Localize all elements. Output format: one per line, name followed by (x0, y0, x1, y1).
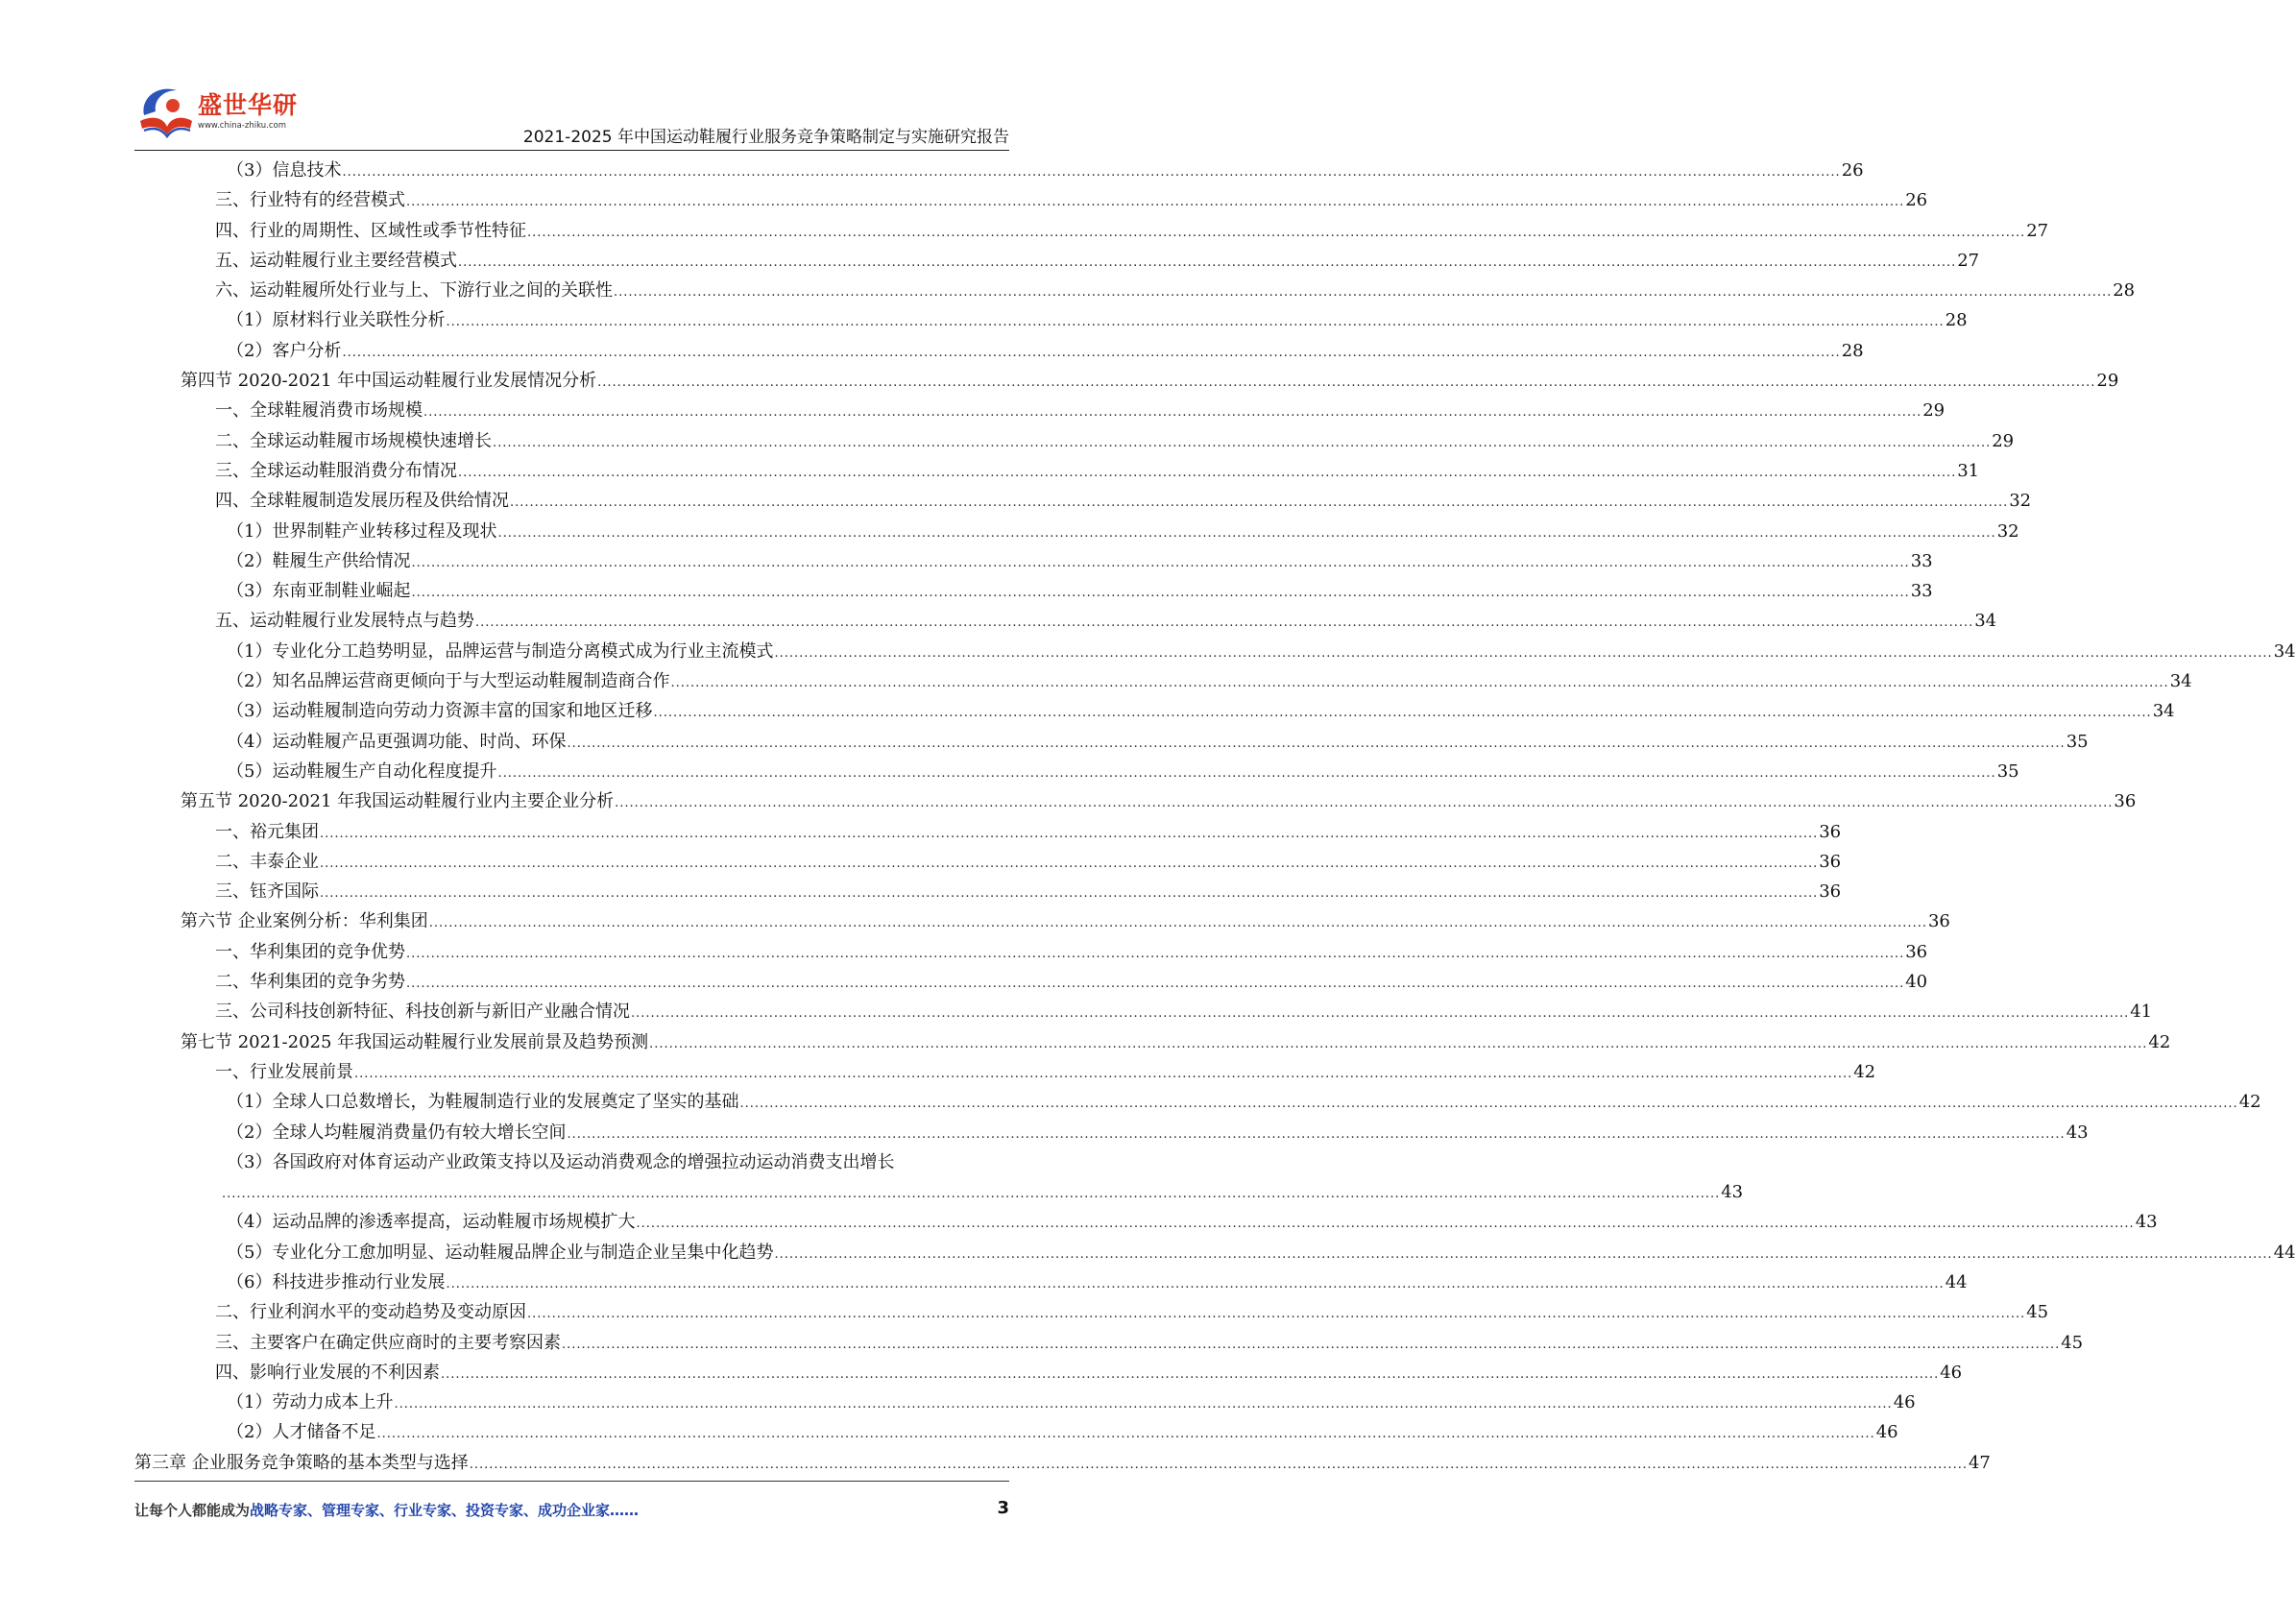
toc-page-number: 46 (1875, 1422, 1898, 1443)
toc-page-number: 31 (1957, 460, 1980, 481)
toc-entry[interactable] (134, 786, 2137, 816)
toc-entry-title: （4）运动鞋履产品更强调功能、时尚、环保 (227, 731, 567, 752)
toc-leader-dots (562, 1330, 2060, 1360)
toc-entry[interactable] (134, 396, 1946, 425)
toc-leader-dots (342, 157, 1840, 187)
company-logo (134, 83, 307, 144)
toc-entry-title: 六、运动鞋履所处行业与上、下游行业之间的关联性 (215, 280, 613, 302)
toc-entry-title: 三、全球运动鞋服消费分布情况 (215, 460, 457, 481)
toc-entry[interactable] (134, 906, 1950, 936)
toc-entry-title: （5）运动鞋履生产自动化程度提升 (227, 760, 497, 782)
toc-entry-title: 四、全球鞋履制造发展历程及供给情况 (215, 491, 509, 512)
toc-page-number: 29 (1992, 430, 2015, 451)
toc-page-number: 33 (1910, 550, 1933, 571)
toc-leader-dots (320, 819, 1818, 849)
toc-entry-title: 第六节 企业案例分析：华利集团 (181, 911, 428, 932)
toc-page-number: 45 (2026, 1302, 2049, 1323)
toc-entry-title: 一、裕元集团 (215, 821, 319, 842)
toc-leader-dots (475, 608, 1973, 638)
toc-entry[interactable] (134, 456, 1980, 486)
toc-entry-title: 五、运动鞋履行业主要经营模式 (215, 250, 457, 271)
toc-page-number: 34 (2152, 701, 2175, 722)
toc-entry[interactable] (134, 185, 1928, 215)
toc-leader-dots (510, 488, 2008, 518)
toc-entry[interactable] (134, 276, 2136, 305)
toc-page-number: 42 (2148, 1031, 2171, 1052)
toc-page-number: 29 (1922, 400, 1946, 422)
toc-page-number: 34 (1974, 611, 1997, 632)
toc-entry[interactable] (134, 817, 1842, 847)
toc-entry[interactable] (134, 847, 1842, 877)
header-divider (134, 150, 1009, 151)
toc-entry-title: 一、行业发展前景 (215, 1061, 353, 1082)
toc-page-number: 34 (2169, 671, 2192, 692)
toc-page-number: 36 (1819, 881, 1842, 903)
toc-leader-dots (406, 969, 1904, 999)
toc-entry-title: 三、行业特有的经营模式 (215, 190, 405, 211)
toc-entry[interactable] (134, 305, 1968, 335)
footer-divider (134, 1481, 1009, 1482)
toc-page-number: 27 (2026, 220, 2049, 241)
toc-entry-title: 二、行业利润水平的变动趋势及变动原因 (215, 1302, 526, 1323)
toc-leader-dots (670, 668, 2168, 698)
toc-leader-dots (493, 428, 1991, 458)
slogan-highlight: 战略专家、管理专家、行业专家、投资专家、成功企业家…… (250, 1502, 640, 1519)
toc-entry[interactable] (134, 1118, 2089, 1147)
toc-page-number: 42 (2238, 1092, 2261, 1113)
toc-page-number: 46 (1893, 1392, 1916, 1413)
toc-leader-dots (649, 1029, 2147, 1059)
toc-entry-title: （5）专业化分工愈加明显、运动鞋履品牌企业与制造企业呈集中化趋势 (227, 1242, 774, 1263)
toc-entry-title: 四、行业的周期性、区域性或季节性特征 (215, 220, 526, 241)
toc-leader-dots (423, 398, 1921, 427)
toc-entry-title: （4）运动品牌的渗透率提高，运动鞋履市场规模扩大 (227, 1212, 636, 1233)
toc-entry-title: （2）全球人均鞋履消费量仍有较大增长空间 (227, 1122, 567, 1143)
toc-entry[interactable] (134, 1328, 2084, 1358)
toc-leader-dots (320, 879, 1818, 908)
toc-page-number: 43 (2066, 1122, 2089, 1143)
toc-leader-dots (446, 1269, 1944, 1299)
toc-entry-title: （2）知名品牌运营商更倾向于与大型运动鞋履制造商合作 (227, 671, 670, 692)
toc-entry[interactable] (134, 1267, 1968, 1297)
toc-leader-dots (446, 307, 1944, 337)
toc-entry[interactable] (134, 216, 2049, 246)
toc-page-number: 43 (1721, 1182, 1744, 1203)
toc-leader-dots (411, 578, 1909, 608)
toc-leader-dots (441, 1360, 1939, 1389)
toc-leader-dots (636, 1209, 2134, 1239)
toc-entry-title: （1）劳动力成本上升 (227, 1392, 394, 1413)
toc-leader-dots (615, 788, 2113, 818)
toc-entry-title: 三、钰齐国际 (215, 881, 319, 903)
toc-entry[interactable] (134, 1027, 2171, 1057)
toc-leader-dots (406, 939, 1904, 969)
toc-entry[interactable] (134, 1358, 1963, 1388)
toc-page-number: 36 (2114, 791, 2137, 812)
toc-page-number: 41 (2130, 1002, 2153, 1023)
toc-page-number: 33 (1910, 581, 1933, 602)
toc-entry-title: 五、运动鞋履行业发展特点与趋势 (215, 611, 474, 632)
toc-page-number: 46 (1940, 1362, 1963, 1383)
toc-entry-title: 二、全球运动鞋履市场规模快速增长 (215, 430, 492, 451)
toc-entry-title: （2）人才储备不足 (227, 1422, 376, 1443)
toc-leader-dots (774, 1240, 2272, 1269)
toc-page-number: 43 (2135, 1212, 2158, 1233)
toc-leader-dots (527, 218, 2025, 248)
toc-entry[interactable] (134, 727, 2089, 757)
toc-entry-title: （1）专业化分工趋势明显，品牌运营与制造分离模式成为行业主流模式 (227, 640, 774, 662)
toc-entry-title: 第三章 企业服务竞争策略的基本类型与选择 (134, 1452, 469, 1473)
toc-entry[interactable] (134, 336, 1864, 366)
logo-name: 盛世华研 (198, 91, 299, 119)
toc-page-number: 32 (2009, 491, 2032, 512)
toc-page-number: 35 (2066, 731, 2089, 752)
toc-leader-dots (406, 187, 1904, 217)
toc-page-number: 36 (1819, 821, 1842, 842)
toc-leader-dots (614, 278, 2112, 307)
toc-leader-dots (222, 1179, 1720, 1209)
toc-leader-dots (354, 1059, 1852, 1089)
toc-leader-dots (567, 1120, 2065, 1149)
toc-entry[interactable] (134, 666, 2192, 696)
slogan-lead: 让每个人都能成为 (134, 1502, 251, 1519)
logo-url: www.china-zhiku.com (198, 121, 286, 131)
toc-leader-dots (429, 908, 1927, 938)
toc-page-number: 34 (2273, 640, 2296, 662)
toc-entry-title: 第五节 2020-2021 年我国运动鞋履行业内主要企业分析 (181, 791, 615, 812)
toc-entry[interactable] (134, 1297, 2049, 1327)
toc-entry-title: （3）东南亚制鞋业崛起 (227, 581, 411, 602)
toc-entry[interactable] (134, 877, 1842, 906)
toc-page-number: 28 (1945, 310, 1968, 331)
toc-entry-title: 三、公司科技创新特征、科技创新与新旧产业融合情况 (215, 1002, 630, 1023)
toc-entry-title: （2）客户分析 (227, 340, 342, 361)
toc-page-number: 47 (1968, 1452, 1991, 1473)
toc-entry-title: 一、华利集团的竞争优势 (215, 941, 405, 962)
toc-leader-dots (631, 999, 2129, 1028)
toc-page-number: 26 (1841, 160, 1864, 181)
table-of-contents (134, 156, 2296, 1478)
toc-entry[interactable] (134, 1417, 1898, 1447)
toc-leader-dots (394, 1389, 1892, 1419)
toc-entry[interactable] (134, 696, 2175, 726)
toc-leader-dots (739, 1089, 2237, 1119)
toc-page-number: 40 (1905, 972, 1928, 993)
toc-entry[interactable] (134, 937, 1928, 967)
toc-page-number: 27 (1957, 250, 1980, 271)
toc-entry[interactable] (134, 366, 2119, 396)
toc-entry[interactable]: （3）各国政府对体育运动产业政策支持以及运动消费观念的增强拉动运动消费支出增长 (227, 1151, 895, 1172)
toc-page-number: 29 (2096, 371, 2119, 392)
toc-entry[interactable] (134, 246, 1980, 276)
toc-entry-title: 三、主要客户在确定供应商时的主要考察因素 (215, 1332, 561, 1353)
toc-entry[interactable] (134, 546, 1933, 576)
toc-leader-dots (497, 519, 1995, 548)
toc-entry[interactable] (134, 1207, 2158, 1237)
toc-page-number: 42 (1853, 1061, 1876, 1082)
toc-entry-title: 第七节 2021-2025 年我国运动鞋履行业发展前景及趋势预测 (181, 1031, 649, 1052)
toc-page-number: 44 (1945, 1271, 1968, 1292)
toc-entry[interactable] (134, 426, 2015, 456)
document-title: 2021-2025 年中国运动鞋履行业服务竞争策略制定与实施研究报告 (522, 128, 1009, 147)
toc-leader-dots (653, 698, 2151, 728)
toc-entry[interactable] (134, 1388, 1916, 1417)
toc-entry-title: 一、全球鞋履消费市场规模 (215, 400, 423, 422)
toc-entry-title: （3）信息技术 (227, 160, 342, 181)
toc-page-number: 36 (1927, 911, 1950, 932)
toc-leader-dots (567, 729, 2065, 759)
toc-entry[interactable] (134, 517, 2019, 546)
toc-entry[interactable] (134, 967, 1928, 997)
toc-leader-dots (320, 849, 1818, 879)
toc-entry-title: 四、影响行业发展的不利因素 (215, 1362, 440, 1383)
toc-page-number: 45 (2061, 1332, 2084, 1353)
toc-leader-dots (342, 338, 1840, 368)
toc-leader-dots (597, 368, 2095, 398)
toc-entry[interactable] (134, 576, 1933, 606)
toc-leader-dots (527, 1299, 2025, 1329)
toc-entry[interactable] (134, 1448, 1991, 1478)
toc-entry-title: 二、华利集团的竞争劣势 (215, 972, 405, 993)
toc-entry[interactable] (134, 606, 1997, 636)
toc-entry[interactable] (134, 637, 2296, 666)
toc-leader-dots (470, 1450, 1968, 1480)
toc-entry-title: （3）运动鞋履制造向劳动力资源丰富的国家和地区迁移 (227, 701, 653, 722)
toc-entry[interactable] (134, 1238, 2296, 1267)
toc-entry-title: （6）科技进步推动行业发展 (227, 1271, 446, 1292)
toc-leader-dots (497, 759, 1995, 788)
toc-entry[interactable] (134, 156, 1864, 185)
toc-entry-continuation[interactable] (134, 1177, 1744, 1207)
footer-slogan (134, 1500, 639, 1520)
toc-page-number: 32 (1996, 520, 2019, 542)
toc-leader-dots (411, 548, 1909, 578)
toc-entry-title: 二、丰泰企业 (215, 851, 319, 872)
toc-entry-title: （1）世界制鞋产业转移过程及现状 (227, 520, 497, 542)
toc-entry-title: （2）鞋履生产供给情况 (227, 550, 411, 571)
toc-leader-dots (458, 458, 1956, 488)
toc-page-number: 44 (2273, 1242, 2296, 1263)
toc-leader-dots (774, 639, 2272, 668)
toc-page-number: 28 (2113, 280, 2136, 302)
page-number: 3 (997, 1498, 1009, 1518)
toc-entry[interactable] (134, 486, 2032, 516)
toc-page-number: 35 (1996, 760, 2019, 782)
toc-entry[interactable] (134, 1087, 2261, 1117)
toc-page-number: 36 (1819, 851, 1842, 872)
toc-page-number: 26 (1905, 190, 1928, 211)
logo-emblem-icon (134, 83, 196, 142)
toc-entry-title: 第四节 2020-2021 年中国运动鞋履行业发展情况分析 (181, 371, 597, 392)
toc-entry-title: （1）全球人口总数增长，为鞋履制造行业的发展奠定了坚实的基础 (227, 1092, 739, 1113)
toc-entry-title: （1）原材料行业关联性分析 (227, 310, 446, 331)
toc-leader-dots (458, 248, 1956, 278)
toc-page-number: 36 (1905, 941, 1928, 962)
toc-page-number: 28 (1841, 340, 1864, 361)
toc-entry[interactable] (134, 997, 2153, 1026)
toc-entry[interactable] (134, 1057, 1876, 1087)
toc-entry[interactable] (134, 757, 2019, 786)
toc-leader-dots (376, 1419, 1874, 1449)
